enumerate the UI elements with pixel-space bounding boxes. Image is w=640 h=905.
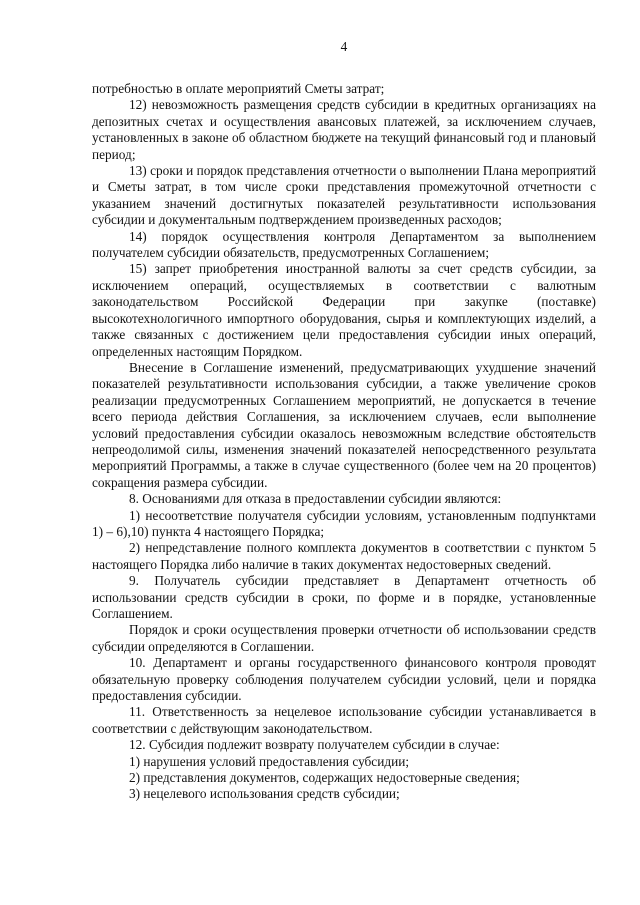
page-number: 4	[340, 39, 348, 54]
paragraph: 10. Департамент и органы государственного финансового контроля проводят обязательную проверку соблюдения получателем субсидии условий, цели и порядка предоставления субсидии.	[92, 655, 596, 704]
paragraph: потребностью в оплате мероприятий Сметы затрат;	[92, 81, 385, 96]
paragraph: 3) нецелевого использования средств субсидии;	[129, 786, 400, 802]
paragraph: 1) нарушения условий предоставления субсидии;	[129, 753, 410, 769]
paragraph: 2) представления документов, содержащих недостоверные сведения;	[129, 770, 520, 786]
paragraph: 14) порядок осуществления контроля Департаментом за выполнением получателем субсидии обязательств, предусмотренных Соглашением;	[92, 228, 596, 261]
paragraph: 11. Ответственность за нецелевое использование субсидии устанавливается в соответствии с действующим законодательством.	[92, 704, 596, 736]
paragraph: 12. Субсидия подлежит возврату получателем субсидии в случае:	[129, 737, 500, 753]
document-body	[92, 81, 596, 803]
paragraph: Порядок и сроки осуществления проверки отчетности об использовании средств субсидии определяются в Соглашении.	[92, 622, 596, 654]
paragraph: 9. Получатель субсидии представляет в Департамент отчетность об использовании средств субсидии в сроки, по форме и в порядке, установленные Соглашением.	[92, 573, 596, 621]
paragraph: 12) невозможность размещения средств субсидии в кредитных организациях на депозитных счетах и осуществления авансовых платежей, за исключением случаев, установленных в законе об областном бюджете на текущий финансовый год и плановый период;	[92, 97, 596, 162]
paragraph: 2) непредставление полного комплекта документов в соответствии с пунктом 5 настоящего Порядка либо наличие в таких документах недостоверных сведений.	[92, 540, 596, 572]
paragraph: 13) сроки и порядок представления отчетности о выполнении Плана мероприятий и Сметы затрат, в том числе сроки представления промежуточной отчетности с указанием значений достигнутых показателей результативности использования субсидии и документальным подтверждением произведенных расходов;	[92, 163, 596, 228]
paragraph: 1) несоответствие получателя субсидии условиям, установленным подпунктами 1) – 6),10) пункта 4 настоящего Порядка;	[92, 507, 596, 539]
paragraph: Внесение в Соглашение изменений, предусматривающих ухудшение значений показателей результативности использования субсидии, а также увеличение сроков реализации предусмотренных Соглашением мероприятий, не допускается в течение всего периода действия Соглашения, за исключением случаев, если выполнение условий предоставления субсидии оказалось невозможным вследствие обстоятельств непреодолимой силы, изменения значений показателей непосредственного результата мероприятий Программы, а также в случае существенного (более чем на 20 процентов) сокращения размера субсидии.	[92, 359, 596, 490]
paragraph: 15) запрет приобретения иностранной валюты за счет средств субсидии, за исключением операций, осуществляемых в соответствии с валютным законодательством Российской Федерации при закупке (поставке) высокотехнологичного импортного оборудования, сырья и комплектующих изделий, а также связанных с достижением цели предоставления субсидии иных операций, определенных настоящим Порядком.	[92, 261, 596, 359]
paragraph: 8. Основаниями для отказа в предоставлении субсидии являются:	[129, 491, 502, 507]
